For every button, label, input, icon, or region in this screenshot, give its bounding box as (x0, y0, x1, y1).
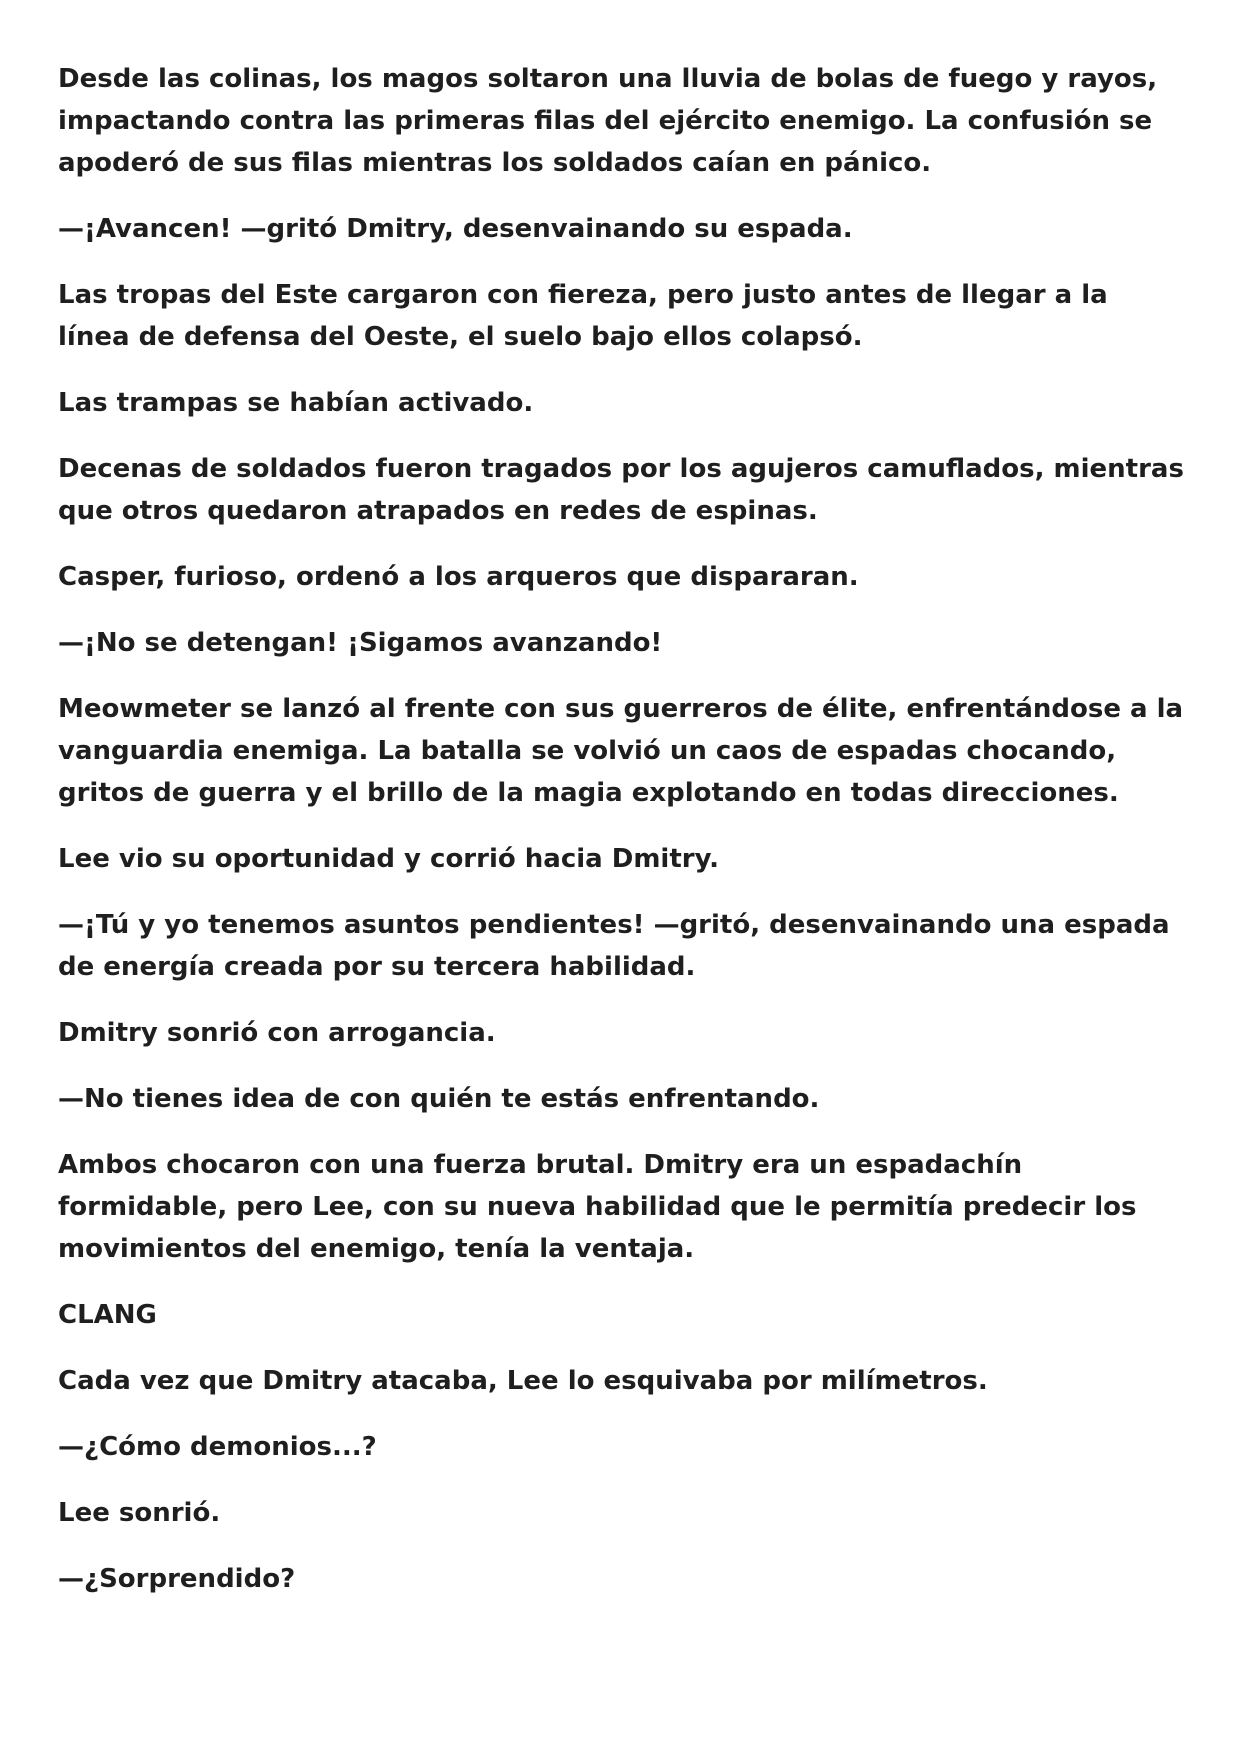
paragraph-5: Decenas de soldados fueron tragados por los agujeros camuflados, mientras que otros quedaron atrapados en redes de espinas. (58, 454, 1184, 526)
paragraph-3: Las tropas del Este cargaron con fiereza, pero justo antes de llegar a la línea de defensa del Oeste, el suelo bajo ellos colapsó. (58, 280, 1108, 352)
document-page (58, 58, 1188, 1624)
paragraph-17: Lee sonrió. (58, 1498, 221, 1528)
paragraph-10: —¡Tú y yo tenemos asuntos pendientes! —gritó, desenvainando una espada de energía creada por su tercera habilidad. (58, 910, 1170, 982)
paragraph-2: —¡Avancen! —gritó Dmitry, desenvainando su espada. (58, 214, 853, 244)
paragraph-18: —¿Sorprendido? (58, 1564, 296, 1594)
paragraph-15: Cada vez que Dmitry atacaba, Lee lo esquivaba por milímetros. (58, 1366, 988, 1396)
paragraph-13: Ambos chocaron con una fuerza brutal. Dmitry era un espadachín formidable, pero Lee, con su nueva habilidad que le permitía predecir los movimientos del enemigo, tenía la ventaja. (58, 1150, 1137, 1264)
paragraph-11: Dmitry sonrió con arrogancia. (58, 1018, 496, 1048)
paragraph-4: Las trampas se habían activado. (58, 388, 534, 418)
paragraph-14: CLANG (58, 1300, 157, 1330)
paragraph-8: Meowmeter se lanzó al frente con sus guerreros de élite, enfrentándose a la vanguardia enemiga. La batalla se volvió un caos de espadas chocando, gritos de guerra y el brillo de la magia explotando en todas direcciones. (58, 694, 1184, 808)
paragraph-1: Desde las colinas, los magos soltaron una lluvia de bolas de fuego y rayos, impactando contra las primeras filas del ejército enemigo. La confusión se apoderó de sus filas mientras los soldados caían en pánico. (58, 64, 1158, 178)
paragraph-12: —No tienes idea de con quién te estás enfrentando. (58, 1084, 820, 1114)
paragraph-9: Lee vio su oportunidad y corrió hacia Dmitry. (58, 844, 720, 874)
paragraph-7: —¡No se detengan! ¡Sigamos avanzando! (58, 628, 663, 658)
paragraph-6: Casper, furioso, ordenó a los arqueros que dispararan. (58, 562, 859, 592)
paragraph-16: —¿Cómo demonios...? (58, 1432, 377, 1462)
